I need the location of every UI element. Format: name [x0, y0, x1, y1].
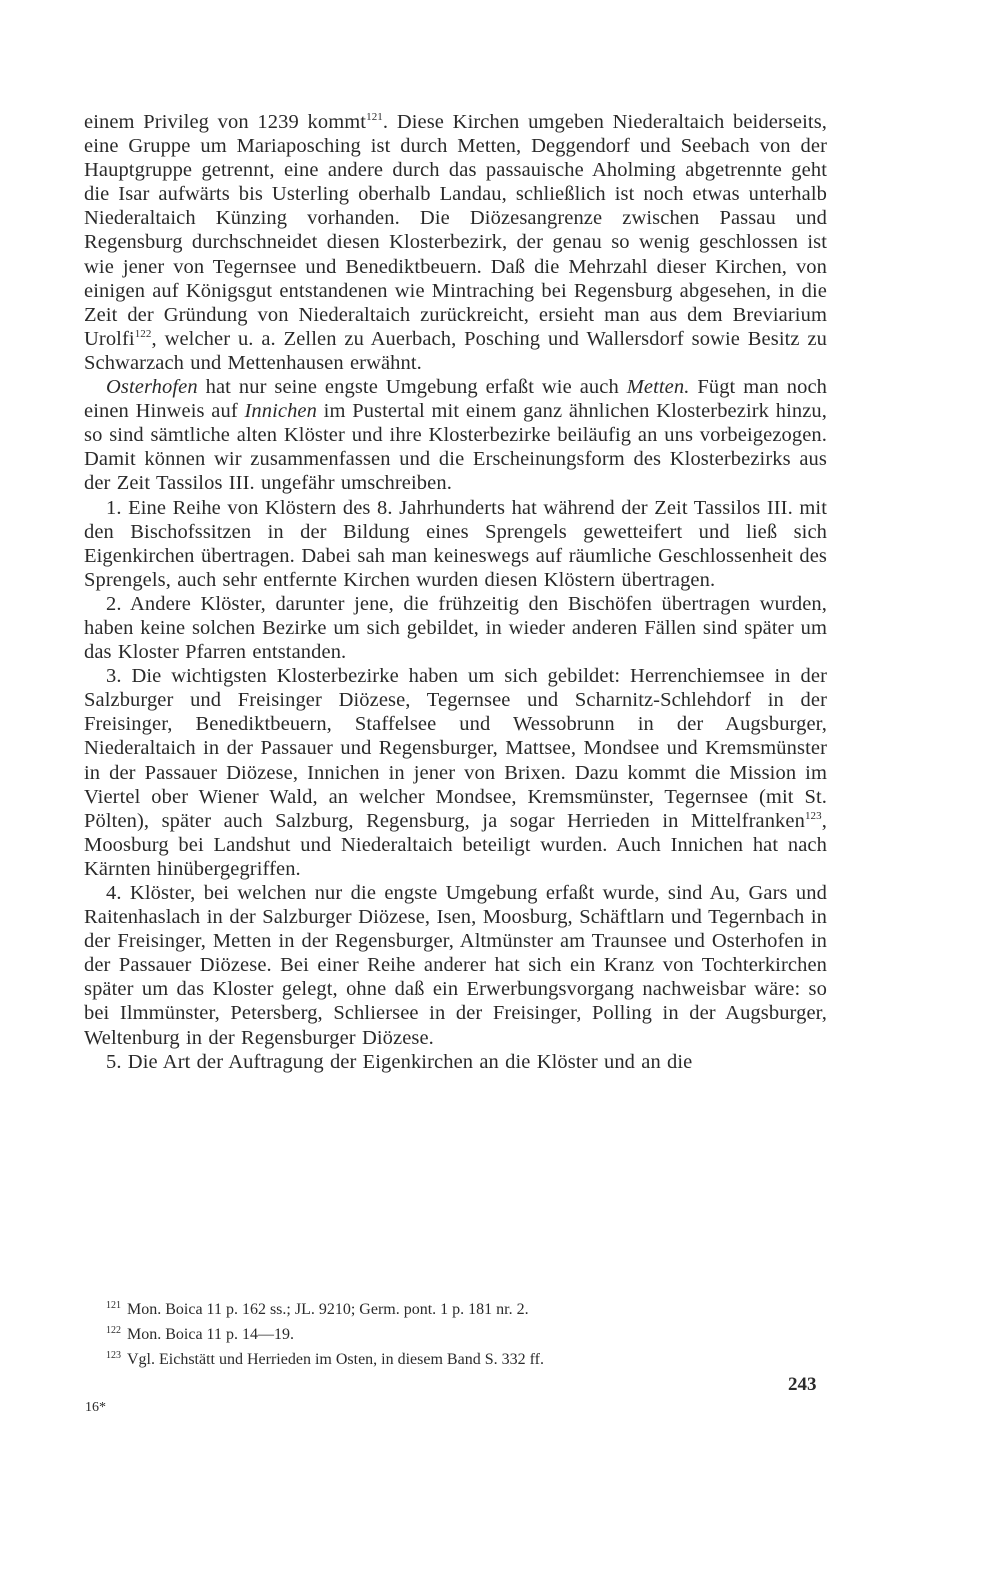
- footnotes: [84, 1295, 827, 1370]
- footnote-number: 121: [106, 1300, 121, 1311]
- text-run: , Moosburg bei Landshut und Niederaltaich beteiligt wurden. Auch Innichen hat nach Kärnten hinübergegriffen.: [84, 809, 827, 880]
- footnote-number: 123: [106, 1350, 121, 1361]
- text-run: , welcher u. a. Zellen zu Auerbach, Posching und Wallersdorf sowie Besitz zu Schwarzach und Mettenhausen erwähnt.: [84, 327, 827, 374]
- text-run: 5. Die Art der Auftragung der Eigenkirchen an die Klöster und an die: [106, 1050, 693, 1073]
- text-run: einem Privileg von 1239 kommt: [84, 111, 367, 133]
- emphasized-text: Innichen: [244, 400, 317, 423]
- text-run: 1. Eine Reihe von Klöstern des 8. Jahrhunderts hat während der Zeit Tassilos III. mit den Bischofssitzen in der Bildung eines Sprengels gewetteifert und ließ sich Eigenkirchen übertragen. Dabei sah man keineswegs auf räumliche Geschlossenheit des Sprengels, auch sehr entfernte Kirchen wurden diesen Klöstern übertragen.: [84, 496, 827, 591]
- emphasized-text: Osterhofen: [106, 376, 198, 399]
- footnote-reference: 121: [366, 111, 383, 123]
- footnote: [84, 1295, 827, 1320]
- paragraph: [84, 664, 827, 881]
- paragraph: [84, 881, 827, 1050]
- printer-signature: 16*: [85, 1400, 106, 1415]
- footnote-reference: 123: [804, 809, 822, 822]
- text-run: hat nur seine engste Umgebung erfaßt wie auch: [197, 376, 627, 399]
- text-run: im Pustertal mit einem ganz ähnlichen Klosterbezirk hinzu, so sind sämtliche alten Klöster und ihre Klosterbezirke beiläufig an uns vorbeigezogen. Damit können wir zusammenfassen und die Erscheinungsform des Klosterbezirks aus der Zeit Tassilos III. ungefähr umschreiben.: [84, 400, 827, 495]
- footnote-text: Vgl. Eichstätt und Herrieden im Osten, in diesem Band S. 332 ff.: [127, 1351, 544, 1368]
- page-number: 243: [788, 1374, 817, 1395]
- footnote-text: Mon. Boica 11 p. 162 ss.; JL. 9210; Germ. pont. 1 p. 181 nr. 2.: [127, 1301, 529, 1318]
- main-text: [84, 110, 827, 1074]
- footnote: [84, 1345, 827, 1370]
- text-run: Fügt man noch einen Hinweis auf: [84, 376, 827, 423]
- footnote-text: Mon. Boica 11 p. 14—19.: [127, 1326, 294, 1343]
- paragraph: [84, 110, 827, 375]
- text-run: 3. Die wichtigsten Klosterbezirke haben um sich gebildet: Herrenchiemsee in der Salzburger und Freisinger Diözese, Tegernsee und Scharnitz-Schlehdorf in der Freisinger, Benediktbeuern, Staffelsee und Wessobrunn in der Augsburger, Niederaltaich in der Passauer und Regensburger, Mattsee, Mondsee und Kremsmünster in der Passauer Diözese, Innichen in jener von Brixen. Dazu kommt die Mission im Viertel ober Wiener Wald, an welcher Mondsee, Kremsmünster, Tegernsee (mit St. Pölten), später auch Salzburg, Regensburg, ja sogar Herrieden in Mittelfranken: [84, 665, 827, 832]
- paragraph: [84, 592, 827, 664]
- paragraph: [84, 496, 827, 592]
- footnote: [84, 1320, 827, 1345]
- footnote-reference: 122: [134, 327, 152, 340]
- emphasized-text: Metten.: [626, 376, 690, 399]
- text-run: 2. Andere Klöster, darunter jene, die frühzeitig den Bischöfen übertragen wurden, haben keine solchen Bezirke um sich gebildet, in wieder anderen Fällen sind später um das Kloster Pfarren entstanden.: [84, 592, 827, 664]
- paragraph: [84, 1050, 827, 1074]
- text-run: . Diese Kirchen umgeben Niederaltaich beiderseits, eine Gruppe um Mariaposching ist durch Metten, Deggendorf und Seebach von der Hauptgruppe getrennt, eine andere durch das passauische Aholming abgetrennte geht die Isar aufwärts bis Usterling oberhalb Landau, schließlich ist noch etwas unterhalb Niederaltaich Künzing vorhanden. Die Diözesangrenze zwischen Passau und Regensburg durchschneidet diesen Klosterbezirk, der genau so wenig geschlossen ist wie jener von Tegernsee und Benediktbeuern. Daß die Mehrzahl dieser Kirchen, von einigen auf Königsgut entstandenen wie Mintraching bei Regensburg abgesehen, in die Zeit der Gründung von Niederaltaich zurückreicht, ersieht man aus dem Breviarium Urolfi: [84, 111, 827, 350]
- paragraph: [84, 375, 827, 495]
- text-run: 4. Klöster, bei welchen nur die engste Umgebung erfaßt wurde, sind Au, Gars und Raitenhaslach in der Salzburger Diözese, Isen, Moosburg, Schäftlarn und Tegernbach in der Freisinger, Metten in der Regensburger, Altmünster am Traunsee und Osterhofen in der Passauer Diözese. Bei einer Reihe anderer hat sich ein Kranz von Tochterkirchen später um das Kloster gelegt, ohne daß ein Erwerbungsvorgang nachweisbar wäre: so bei Ilmmünster, Petersberg, Schliersee in der Freisinger, Polling in der Augsburger, Weltenburg in der Regensburger Diözese.: [84, 882, 827, 1049]
- footnote-number: 122: [106, 1325, 121, 1336]
